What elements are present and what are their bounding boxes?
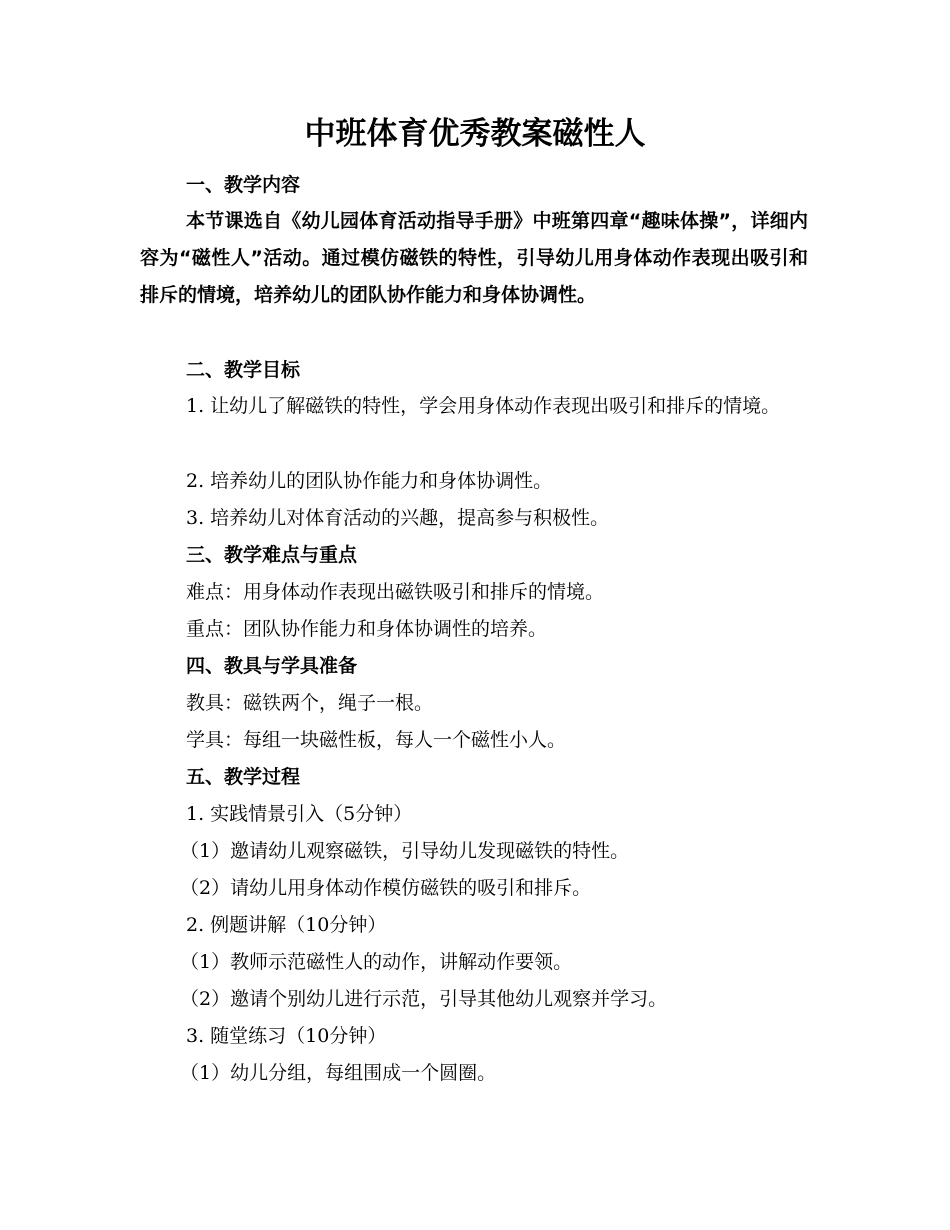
process-step-2: 2. 例题讲解（10分钟） <box>186 914 387 936</box>
document-title: 中班体育优秀教案磁性人 <box>304 116 646 152</box>
process-step-3: 3. 随堂练习（10分钟） <box>186 1025 387 1047</box>
goal-item-2: 2. 培养幼儿的团队协作能力和身体协调性。 <box>186 470 553 492</box>
section-heading-goals: 二、教学目标 <box>186 359 301 381</box>
teacher-materials-text: 教具：磁铁两个，绳子一根。 <box>186 692 434 714</box>
section-heading-content: 一、教学内容 <box>186 174 301 196</box>
student-materials-text: 学具：每组一块磁性板，每人一个磁性小人。 <box>186 729 567 751</box>
goal-item-1: 1. 让幼儿了解磁铁的特性，学会用身体动作表现出吸引和排斥的情境。 <box>186 395 781 417</box>
process-step-1a: （1）邀请幼儿观察磁铁，引导幼儿发现磁铁的特性。 <box>180 840 630 862</box>
section-content-paragraph: 本节课选自《幼儿园体育活动指导手册》中班第四章“趣味体操”，详细内容为“磁性人”活动。通过模仿磁铁的特性，引导幼儿用身体动作表现出吸引和排斥的情境，培养幼儿的团队协作能力和身体协调性。 <box>140 210 808 306</box>
process-step-2b: （2）邀请个别幼儿进行示范，引导其他幼儿观察并学习。 <box>180 988 668 1010</box>
section-heading-key-points: 三、教学难点与重点 <box>186 544 358 566</box>
goal-item-3: 3. 培养幼儿对体育活动的兴趣，提高参与积极性。 <box>186 507 610 529</box>
section-heading-process: 五、教学过程 <box>186 766 301 788</box>
process-step-1: 1. 实践情景引入（5分钟） <box>186 803 413 825</box>
process-step-1b: （2）请幼儿用身体动作模仿磁铁的吸引和排斥。 <box>180 877 592 899</box>
focus-text: 重点：团队协作能力和身体协调性的培养。 <box>186 618 548 640</box>
process-step-2a: （1）教师示范磁性人的动作，讲解动作要领。 <box>180 951 573 973</box>
process-step-3a: （1）幼儿分组，每组围成一个圆圈。 <box>180 1062 497 1084</box>
section-heading-materials: 四、教具与学具准备 <box>186 655 358 677</box>
difficulty-text: 难点：用身体动作表现出磁铁吸引和排斥的情境。 <box>186 581 605 603</box>
